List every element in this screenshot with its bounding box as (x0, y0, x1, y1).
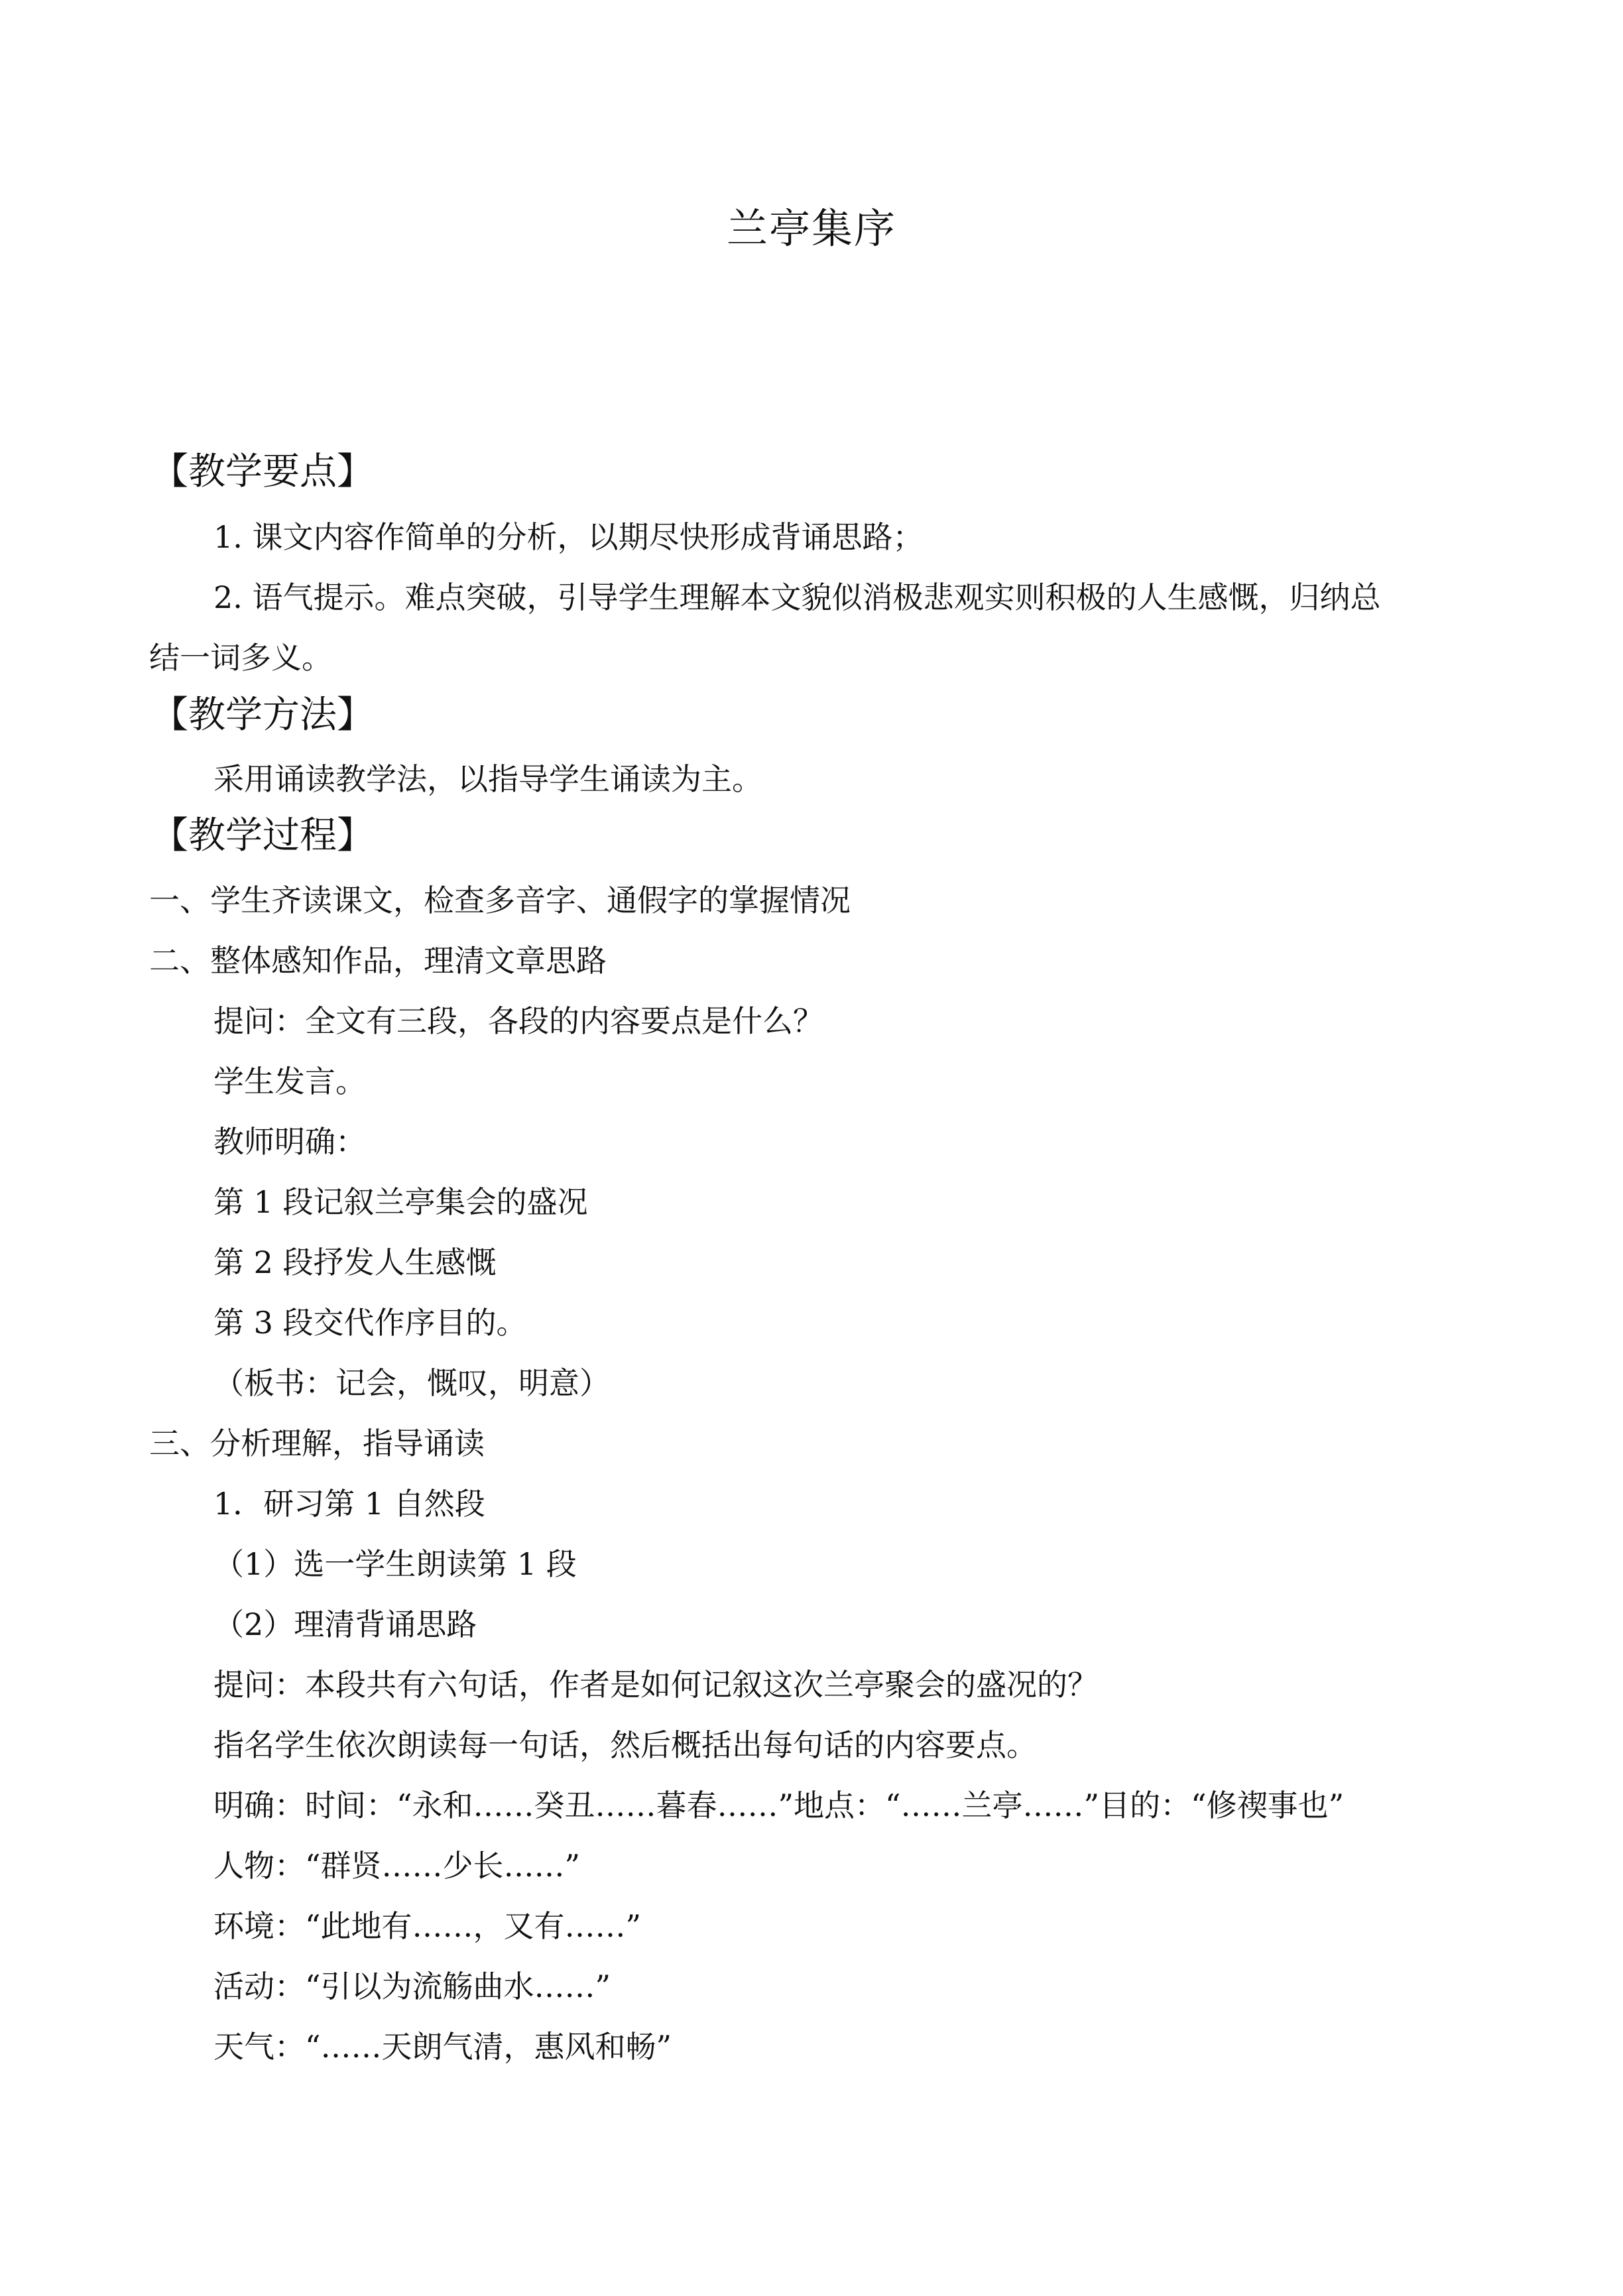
student-speak: 学生发言。 (213, 1063, 366, 1099)
environment-line: 环境：“此地有……，又有……” (213, 1908, 642, 1944)
method-heading: 【教学方法】 (151, 694, 374, 737)
question-2: 提问：本段共有六句话，作者是如何记叙这次兰亭聚会的盛况的？ (213, 1667, 1098, 1703)
key-point-2-line-a: 2. 语气提示。难点突破，引导学生理解本文貌似消极悲观实则积极的人生感慨，归纳总 (213, 579, 1381, 615)
paragraph-1-summary: 第 1 段记叙兰亭集会的盛况 (213, 1184, 588, 1220)
step-1: 一、学生齐读课文，检查多音字、通假字的掌握情况 (149, 882, 851, 918)
process-heading: 【教学过程】 (151, 814, 374, 857)
question-1: 提问：全文有三段，各段的内容要点是什么？ (213, 1003, 823, 1039)
step-3: 三、分析理解，指导诵读 (149, 1425, 485, 1461)
key-points-heading: 【教学要点】 (151, 450, 374, 493)
step-2: 二、整体感知作品，理清文章思路 (149, 943, 607, 979)
people-line: 人物：“群贤……少长……” (213, 1848, 581, 1884)
sub-step-1: 1．研习第 1 自然段 (213, 1486, 485, 1522)
teacher-clarify: 教师明确： (213, 1124, 366, 1160)
paragraph-2-summary: 第 2 段抒发人生感慨 (213, 1244, 497, 1280)
instruction-text: 指名学生依次朗读每一句话，然后概括出每句话的内容要点。 (213, 1727, 1037, 1763)
method-text: 采用诵读教学法，以指导学生诵读为主。 (213, 761, 762, 797)
board-note: （板书：记会，慨叹，明意） (213, 1365, 610, 1401)
paragraph-3-summary: 第 3 段交代作序目的。 (213, 1305, 527, 1341)
activity-line: 活动：“引以为流觞曲水……” (213, 1968, 611, 2004)
sub-step-1-2: （2）理清背诵思路 (213, 1606, 477, 1642)
key-point-2-line-b: 结一词多义。 (149, 640, 332, 676)
key-point-1: 1. 课文内容作简单的分析，以期尽快形成背诵思路； (213, 519, 924, 555)
document-title: 兰亭集序 (726, 204, 896, 253)
weather-line: 天气：“……天朗气清，惠风和畅” (213, 2029, 672, 2065)
clarify-time-place-purpose: 明确：时间：“永和……癸丑……暮春……”地点：“……兰亭……”目的：“修禊事也” (213, 1787, 1345, 1823)
sub-step-1-1: （1）选一学生朗读第 1 段 (213, 1546, 577, 1582)
